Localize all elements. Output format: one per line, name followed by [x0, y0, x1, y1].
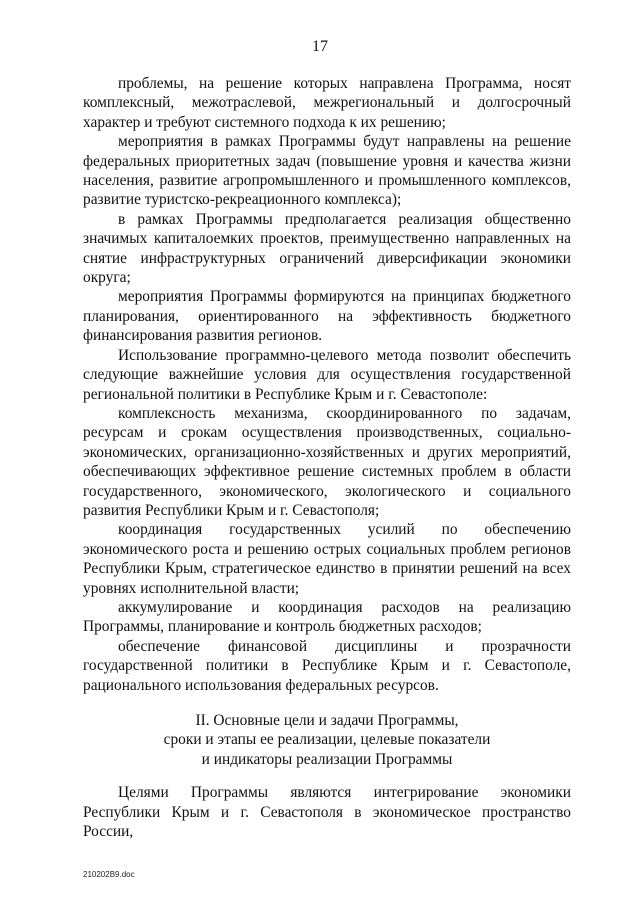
document-body — [83, 74, 571, 841]
section-heading-line: сроки и этапы ее реализации, целевые показатели — [163, 731, 491, 749]
paragraph: аккумулирование и координация расходов на реализацию Программы, планирование и контроль бюджетных расходов; — [83, 598, 571, 636]
paragraph: проблемы, на решение которых направлена Программа, носят комплексный, межотраслевой, межрегиональный и долгосрочный характер и требуют системного подхода к их решению; — [83, 75, 571, 131]
document-file-code: 210202B9.doc — [83, 870, 135, 879]
paragraph: Использование программно-целевого метода позволит обеспечить следующие важнейшие условия для осуществления государственной региональной политики в Республике Крым и г. Севастополе: — [83, 346, 571, 403]
section-heading-line: II. Основные цели и задачи Программы, — [195, 712, 459, 729]
page-number: 17 — [312, 38, 328, 55]
section-heading-line: и индикаторы реализации Программы — [201, 750, 453, 768]
paragraph: мероприятия Программы формируются на принципах бюджетного планирования, ориентированного на эффективность бюджетного финансирования развития регионов. — [83, 288, 571, 345]
section-heading — [83, 711, 571, 769]
paragraph: комплексность механизма, скоординированного по задачам, ресурсам и срокам осуществления производственных, социально-экономических, организационно-хозяйственных и других мероприятий, обеспечивающих эффективное решение системных проблем в области государственного, экономического, экологического и социального развития Республики Крым и г. Севастополя; — [83, 404, 571, 519]
paragraph: обеспечение финансовой дисциплины и прозрачности государственной политики в Республике Крым и г. Севастополе, рационального использования федеральных ресурсов. — [83, 637, 571, 694]
paragraph: координация государственных усилий по обеспечению экономического роста и решению острых социальных проблем регионов Республики Крым, стратегическое единство в принятии решений на всех уровнях исполнительной власти; — [83, 521, 571, 597]
paragraph: в рамках Программы предполагается реализация общественно значимых капиталоемких проектов, преимущественно направленных на снятие инфраструктурных ограничений диверсификации экономики округа; — [83, 210, 571, 287]
paragraph: Целями Программы являются интегрирование экономики Республики Крым и г. Севастополя в экономическое пространство России, — [83, 784, 571, 841]
paragraph: мероприятия в рамках Программы будут направлены на решение федеральных приоритетных задач (повышение уровня и качества жизни населения, развитие агропромышленного и промышленного комплексов, развитие туристско-рекреационного комплекса); — [83, 133, 571, 209]
